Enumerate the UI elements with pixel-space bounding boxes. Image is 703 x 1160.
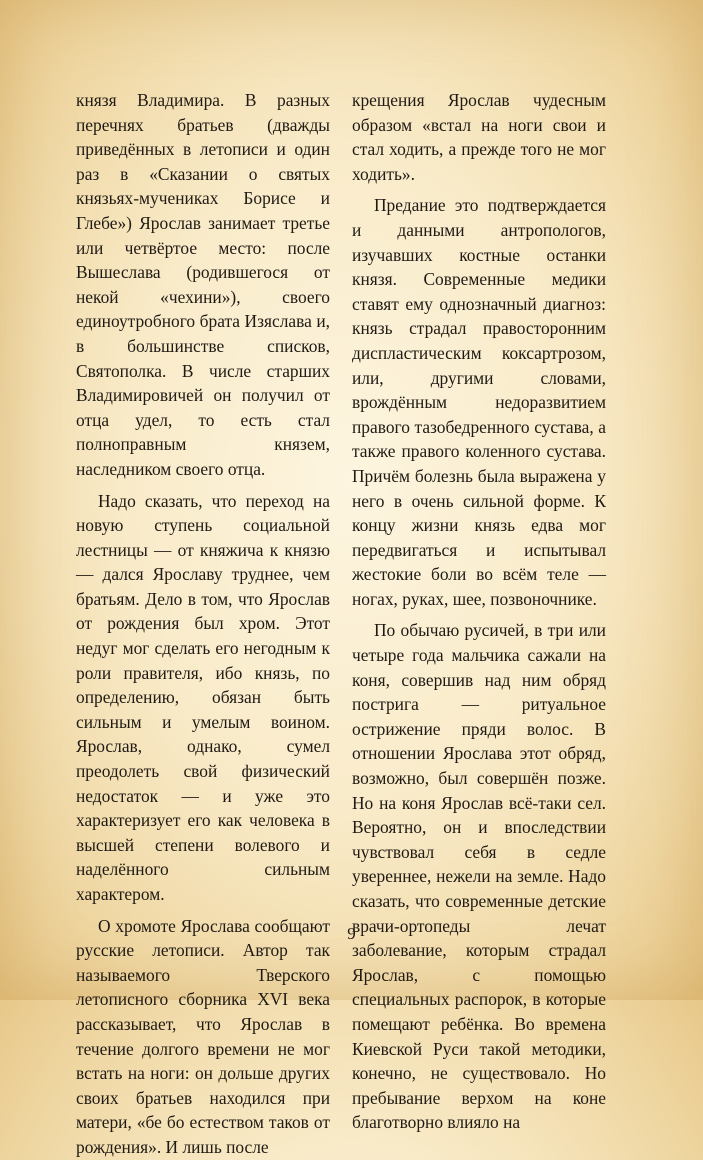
paragraph-continuation: князя Владимира. В разных перечнях братьев (дважды приведённых в летописи и один раз в «Сказании о святых князьях-мучениках Борисе и Глебе») Ярослав занимает третье или четвёртое место: после Вышеслава (родившегося от некой «чехини»), своего единоутробного брата Изяслава и, в большинстве списков, Святополка. В числе старших Владимировичей он получил от отца удел, то есть стал полноправным князем, наследником своего отца. (76, 90, 330, 479)
left-text-column (76, 88, 330, 1160)
right-text-column (352, 88, 606, 1135)
paragraph: О хромоте Ярослава сообщают русские летописи. Автор так называемого Тверского летописного сборника XVI века рассказывает, что Ярослав в течение долгого времени не мог встать на ноги: он дольше других своих братьев находился при матери, «бе бо естеством таков от рождения». И лишь после (76, 915, 330, 1157)
paragraph: По обычаю русичей, в три или четыре года мальчика сажали на коня, совершив над ним обряд пострига — ритуальное острижение пряди волос. В отношении Ярослава этот обряд, возможно, был совершён позже. Но на коня Ярослав всё-таки сел. Вероятно, он и впоследствии чувствовал себя в седле увереннее, нежели на земле. Надо сказать, что современные детские врачи-ортопеды лечат заболевание, которым страдал Ярослав, с помощью специальных распорок, в которые помещают ребёнка. Во времена Киевской Руси такой методики, конечно, не существовало. Но пребывание верхом на коне благотворно влияло на (352, 620, 606, 1133)
page-number: 9 (347, 924, 356, 943)
paragraph: Предание это подтверждается и данными антропологов, изучавших костные останки князя. Современные медики ставят ему однозначный диагноз: князь страдал правосторонним диспластическим коксартрозом, или, другими словами, врождённым недоразвитием правого тазобедренного сустава, а также правого коленного сустава. Причём болезнь была выражена у него в очень сильной форме. К концу жизни князь едва мог передвигаться и испытывал жестокие боли во всём теле — ногах, руках, шее, позвоночнике. (352, 195, 606, 609)
paragraph-continuation: крещения Ярослав чудесным образом «встал на ноги свои и стал ходить, а прежде того не мог ходить». (352, 90, 606, 184)
paragraph: Надо сказать, что переход на новую ступень социальной лестницы — от княжича к князю — дался Ярославу труднее, чем братьям. Дело в том, что Ярослав от рождения был хром. Этот недуг мог сделать его негодным к роли правителя, ибо князь, по определению, обязан быть сильным и умелым воином. Ярослав, однако, сумел преодолеть свой физический недостаток — и уже это характеризует его как человека в высшей степени волевого и наделённого сильным характером. (76, 490, 330, 904)
